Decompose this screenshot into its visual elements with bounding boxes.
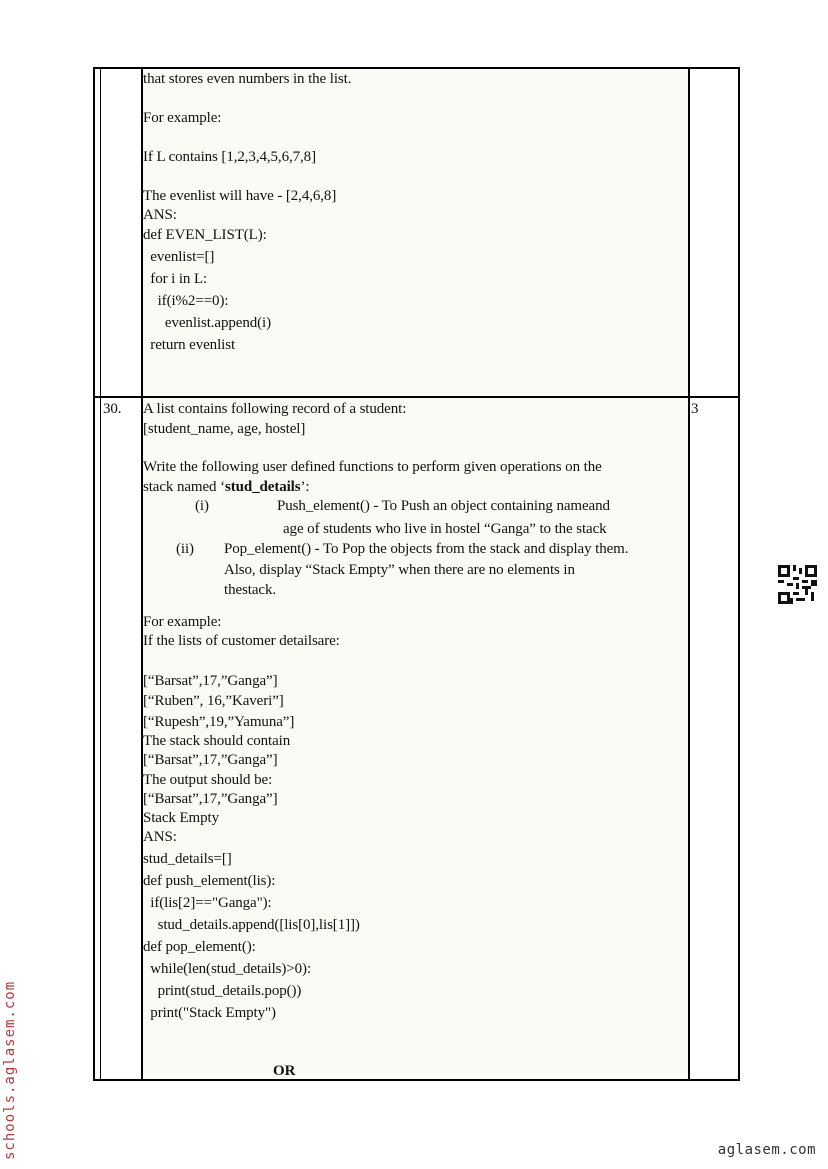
question-number: 30. (103, 401, 122, 417)
code-line: while(len(stud_details)>0): (143, 961, 312, 977)
question-text: [student_name, age, hostel] (143, 421, 306, 437)
question-marks: 3 (691, 401, 699, 417)
table-row-divider (93, 396, 740, 398)
code-line: stud_details.append([lis[0],lis[1]]) (143, 917, 360, 933)
or-label: OR (273, 1063, 296, 1079)
side-watermark: schools.aglasem.com (2, 980, 18, 1160)
example-line: [“Rupesh”,19,”Yamuna”] (143, 714, 295, 730)
question-text: stack named ‘stud_details’: (143, 479, 310, 495)
text-line: If L contains [1,2,3,4,5,6,7,8] (143, 149, 316, 165)
example-line: The stack should contain (143, 733, 291, 749)
example-line: If the lists of customer detailsare: (143, 633, 340, 649)
example-line: [“Barsat”,17,”Ganga”] (143, 791, 278, 807)
item-text: Also, display “Stack Empty” when there are no elements in (224, 562, 575, 578)
text-line: For example: (143, 110, 222, 126)
code-line: evenlist=[] (143, 249, 215, 265)
example-line: [“Ruben”, 16,”Kaveri”] (143, 693, 284, 709)
code-line: print(stud_details.pop()) (143, 983, 302, 999)
code-line: def pop_element(): (143, 939, 256, 955)
code-line: def EVEN_LIST(L): (143, 227, 267, 243)
table-border-left (93, 67, 95, 1081)
example-line: The output should be: (143, 772, 273, 788)
item-text: Push_element() - To Push an object containing nameand (277, 498, 610, 514)
example-line: For example: (143, 614, 222, 630)
code-line: if(lis[2]=="Ganga"): (143, 895, 272, 911)
table-border-left-inner (100, 67, 101, 1081)
text-line: The evenlist will have - [2,4,6,8] (143, 188, 337, 204)
code-line: if(i%2==0): (143, 293, 229, 309)
text-line: that stores even numbers in the list. (143, 71, 352, 87)
code-line: return evenlist (143, 337, 236, 353)
code-line: def push_element(lis): (143, 873, 276, 889)
table-border-top (93, 67, 740, 69)
example-line: [“Barsat”,17,”Ganga”] (143, 752, 278, 768)
example-line: [“Barsat”,17,”Ganga”] (143, 673, 278, 689)
table-border-bottom (93, 1079, 740, 1081)
qr-code-icon (778, 565, 817, 604)
table-border-right (738, 67, 740, 1081)
code-line: evenlist.append(i) (143, 315, 271, 331)
item-text: Pop_element() - To Pop the objects from the stack and display them. (224, 541, 629, 557)
table-col-divider-2 (688, 67, 690, 1081)
question-text: Write the following user defined functions to perform given operations on the (143, 459, 602, 475)
item-number: (i) (195, 498, 209, 514)
item-number: (ii) (176, 541, 194, 557)
item-text: age of students who live in hostel “Ganga” to the stack (283, 521, 607, 537)
question-text: A list contains following record of a student: (143, 401, 407, 417)
code-line: print("Stack Empty") (143, 1005, 276, 1021)
example-line: ANS: (143, 829, 177, 845)
stack-name: stud_details (225, 479, 301, 495)
example-line: Stack Empty (143, 810, 219, 826)
item-text: thestack. (224, 582, 276, 598)
text-line: ANS: (143, 207, 177, 223)
code-line: stud_details=[] (143, 851, 232, 867)
footer-watermark: aglasem.com (717, 1142, 816, 1158)
code-line: for i in L: (143, 271, 208, 287)
